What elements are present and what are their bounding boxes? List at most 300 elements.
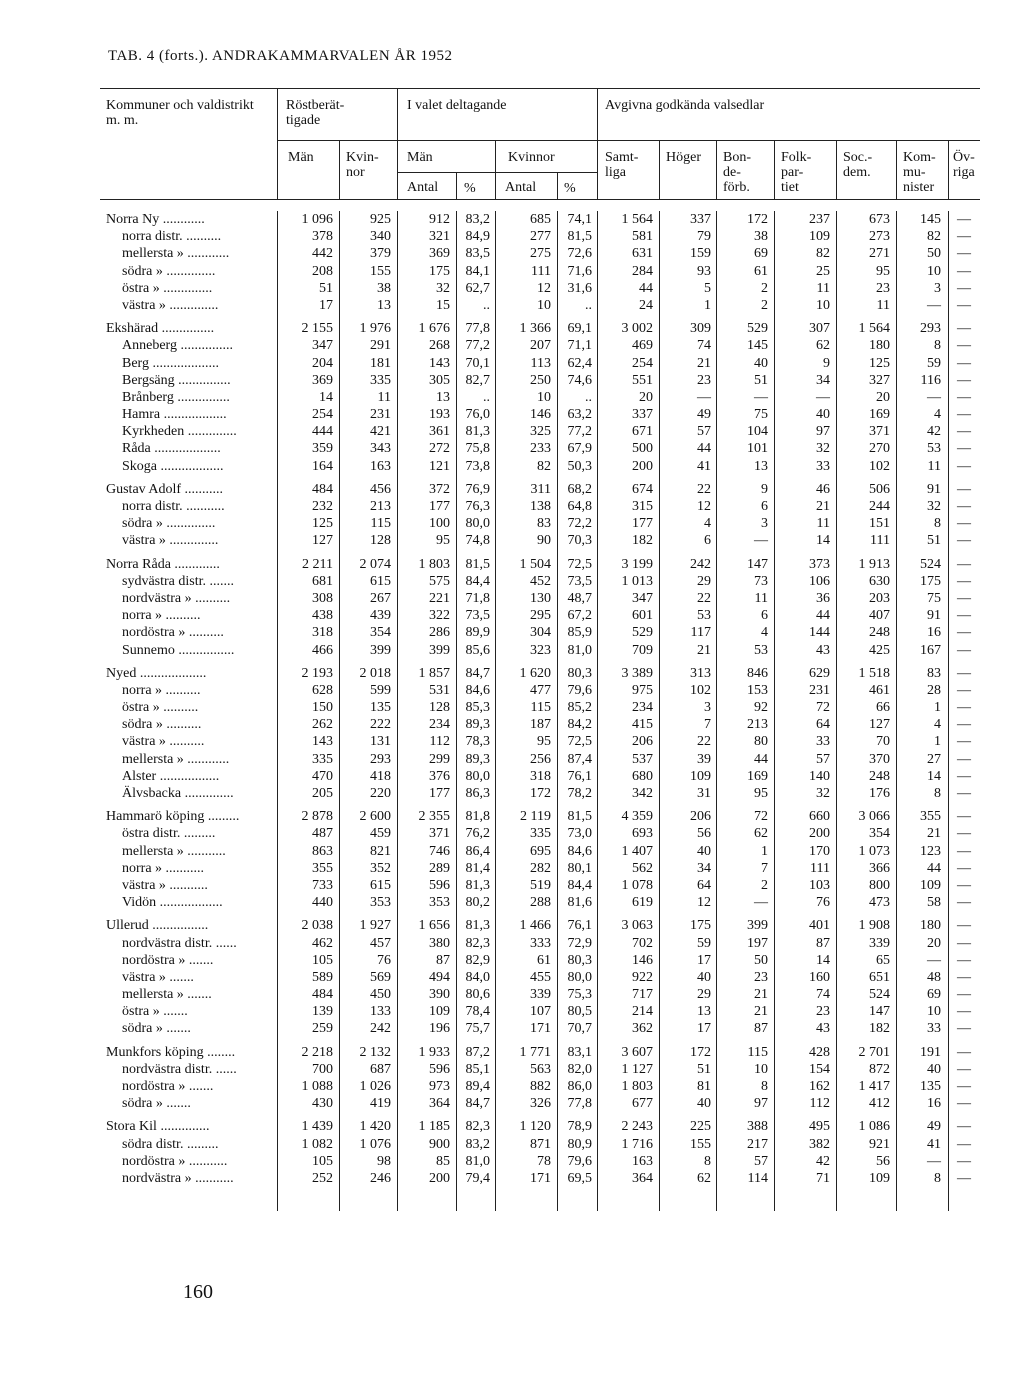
row-name: södra » .............. (122, 516, 216, 532)
table-cell: 175 (429, 263, 450, 279)
table-cell: 8 (761, 1079, 768, 1094)
table-row (0, 607, 1024, 624)
table-cell: 412 (869, 1096, 890, 1112)
table-cell: 376 (429, 768, 450, 784)
table-cell: — (957, 751, 971, 767)
table-cell: 1 026 (359, 1079, 391, 1094)
hdr-vrule-h (774, 140, 775, 199)
table-cell: 922 (632, 969, 653, 985)
table-cell: 23 (816, 1004, 830, 1020)
table-cell: 32 (816, 786, 830, 801)
table-cell: 105 (312, 1153, 333, 1169)
table-cell: 81 (697, 1079, 711, 1094)
table-cell: .. (483, 389, 490, 405)
table-cell: 444 (312, 424, 333, 440)
table-cell: 353 (429, 895, 450, 911)
table-cell: 81,5 (567, 229, 592, 245)
table-cell: 83,2 (465, 212, 490, 227)
table-cell: 246 (370, 1170, 391, 1186)
row-name: mellersta » ....... (122, 987, 212, 1003)
table-cell: 125 (869, 355, 890, 371)
table-cell: 419 (370, 1096, 391, 1112)
hdr-socdem: Soc.-dem. (843, 150, 873, 180)
table-cell: 709 (632, 642, 653, 658)
table-cell: 80,9 (567, 1136, 592, 1152)
table-cell: 1 716 (621, 1136, 653, 1152)
row-name: Hamra .................. (122, 407, 227, 423)
table-cell: 112 (809, 1096, 830, 1112)
table-cell: — (957, 212, 971, 227)
table-cell: 846 (747, 665, 768, 681)
table-cell: 487 (312, 826, 333, 842)
table-cell: 159 (690, 246, 711, 262)
table-cell: 69,1 (567, 321, 592, 337)
hdr-vrule-e (495, 140, 496, 199)
table-cell: 82,3 (465, 1119, 490, 1135)
table-cell: — (957, 481, 971, 497)
table-cell: 64 (697, 877, 711, 893)
table-cell: 355 (312, 860, 333, 876)
table-cell: 11 (876, 297, 890, 313)
table-cell: 153 (747, 682, 768, 698)
table-cell: 524 (869, 987, 890, 1003)
table-cell: 2 878 (301, 809, 333, 825)
table-cell: 117 (690, 625, 711, 641)
table-cell: — (957, 441, 971, 457)
hdr-kommunister: Kom-mu-nister (903, 150, 936, 195)
table-cell: 275 (530, 246, 551, 262)
table-cell: 81,4 (465, 860, 490, 876)
table-cell: 14 (319, 389, 333, 405)
hdr-pct2: % (564, 181, 576, 196)
table-cell: 24 (639, 297, 653, 313)
table-cell: 295 (530, 608, 551, 624)
table-cell: 151 (869, 516, 890, 532)
row-name: södra » ....... (122, 1021, 191, 1037)
table-cell: — (957, 809, 971, 825)
table-cell: 10 (816, 297, 830, 313)
table-cell: 673 (869, 212, 890, 227)
table-row (0, 860, 1024, 877)
table-row (0, 389, 1024, 406)
table-cell: 46 (816, 481, 830, 497)
table-cell: 366 (869, 860, 890, 876)
table-cell: 82 (927, 229, 941, 245)
table-cell: 76,9 (465, 481, 490, 497)
table-cell: 339 (530, 987, 551, 1003)
table-cell: 76 (377, 952, 391, 968)
table-cell: 399 (429, 642, 450, 658)
table-cell: 273 (869, 229, 890, 245)
table-row (0, 699, 1024, 716)
table-cell: 191 (920, 1044, 941, 1060)
table-cell: 3 002 (621, 321, 653, 337)
table-cell: 135 (370, 700, 391, 716)
table-cell: — (957, 389, 971, 405)
table-cell: 79 (697, 229, 711, 245)
table-cell: 630 (869, 573, 890, 589)
table-cell: 72 (754, 809, 768, 825)
table-cell: 687 (370, 1061, 391, 1077)
table-cell: 85,1 (465, 1061, 490, 1077)
table-cell: — (957, 1044, 971, 1060)
table-cell: — (957, 700, 971, 716)
table-cell: 81,5 (567, 809, 592, 825)
table-cell: 200 (429, 1170, 450, 1186)
table-cell: 67,2 (567, 608, 592, 624)
table-row (0, 751, 1024, 768)
table-cell: 359 (312, 441, 333, 457)
table-cell: 284 (632, 263, 653, 279)
table-cell: 93 (697, 263, 711, 279)
table-row (0, 372, 1024, 389)
table-cell: 1 676 (418, 321, 450, 337)
table-cell: 95 (537, 734, 551, 750)
table-cell: 150 (312, 700, 333, 716)
table-cell: 20 (876, 389, 890, 405)
table-cell: — (927, 297, 941, 313)
table-cell: 111 (531, 263, 551, 279)
hdr-hoger: Höger (666, 150, 701, 165)
table-cell: — (927, 952, 941, 968)
table-cell: 207 (530, 338, 551, 354)
table-cell: 76 (816, 895, 830, 911)
table-cell: — (927, 389, 941, 405)
table-cell: .. (483, 297, 490, 313)
table-cell: 145 (747, 338, 768, 354)
table-cell: 109 (809, 229, 830, 245)
table-row (0, 952, 1024, 969)
table-cell: 925 (370, 212, 391, 227)
table-cell: 109 (690, 768, 711, 784)
row-name: västra » ........... (122, 877, 208, 893)
table-cell: 84,6 (567, 843, 592, 859)
table-cell: 286 (429, 625, 450, 641)
table-cell: — (957, 229, 971, 245)
table-cell: 115 (370, 516, 391, 532)
table-cell: 327 (869, 372, 890, 388)
table-cell: 430 (312, 1096, 333, 1112)
hdr-vrule-a (277, 88, 278, 199)
table-cell: 73,8 (465, 458, 490, 474)
table-cell: 2 211 (302, 556, 333, 572)
table-cell: 1 086 (858, 1119, 890, 1135)
table-cell: 1 927 (359, 918, 391, 934)
table-cell: 97 (754, 1096, 768, 1112)
table-cell: 57 (754, 1153, 768, 1169)
table-cell: 4 (704, 516, 711, 532)
table-cell: 147 (747, 556, 768, 572)
table-cell: 2 (761, 297, 768, 313)
table-cell: 72,5 (567, 556, 592, 572)
table-cell: — (957, 372, 971, 388)
table-cell: — (957, 717, 971, 733)
table-cell: 362 (632, 1021, 653, 1037)
table-cell: 59 (697, 935, 711, 951)
table-cell: 563 (530, 1061, 551, 1077)
row-name: Norra Ny ............ (106, 212, 205, 227)
table-cell: 615 (370, 573, 391, 589)
table-cell: 164 (312, 458, 333, 474)
row-name: östra » .............. (122, 280, 213, 296)
table-cell: 1 564 (858, 321, 890, 337)
table-cell: — (957, 734, 971, 750)
table-cell: — (957, 665, 971, 681)
table-cell: 71,1 (567, 338, 592, 354)
table-cell: 401 (809, 918, 830, 934)
table-cell: 62 (816, 338, 830, 354)
table-cell: 3 607 (621, 1044, 653, 1060)
table-cell: 10 (537, 389, 551, 405)
table-cell: 44 (927, 860, 941, 876)
table-cell: 442 (312, 246, 333, 262)
table-cell: 271 (869, 246, 890, 262)
table-cell: — (957, 556, 971, 572)
table-cell: 169 (869, 407, 890, 423)
table-cell: 299 (429, 751, 450, 767)
table-cell: 42 (927, 424, 941, 440)
table-cell: 270 (869, 441, 890, 457)
table-cell: 2 018 (359, 665, 391, 681)
row-name: Råda ................... (122, 441, 221, 457)
table-cell: 81,3 (465, 877, 490, 893)
table-cell: 73,0 (567, 826, 592, 842)
table-cell: 51 (927, 533, 941, 549)
table-cell: 1 (761, 843, 768, 859)
table-cell: 5 (704, 280, 711, 296)
table-cell: 29 (697, 573, 711, 589)
table-cell: 193 (429, 407, 450, 423)
table-cell: 337 (690, 212, 711, 227)
table-cell: 81,6 (567, 895, 592, 911)
table-cell: 469 (632, 338, 653, 354)
table-cell: — (957, 1153, 971, 1169)
table-cell: 11 (377, 389, 391, 405)
table-cell: 84,7 (465, 665, 490, 681)
table-cell: 80,3 (567, 665, 592, 681)
page-number: 160 (183, 1281, 213, 1303)
table-cell: 700 (312, 1061, 333, 1077)
table-cell: 83,1 (567, 1044, 592, 1060)
table-cell: 2 074 (359, 556, 391, 572)
table-cell: 89,3 (465, 717, 490, 733)
table-cell: 56 (876, 1153, 890, 1169)
table-cell: 32 (816, 441, 830, 457)
table-cell: 76,1 (567, 768, 592, 784)
table-cell: 62,4 (567, 355, 592, 371)
table-cell: 421 (370, 424, 391, 440)
table-cell: 14 (927, 768, 941, 784)
table-cell: 78,2 (567, 786, 592, 801)
table-cell: 71,8 (465, 590, 490, 606)
table-cell: — (957, 1021, 971, 1037)
table-cell: 49 (927, 1119, 941, 1135)
table-cell: 50 (927, 246, 941, 262)
row-name: Bergsäng ............... (122, 372, 231, 388)
row-name: mellersta » ............ (122, 246, 230, 262)
table-cell: 17 (697, 1021, 711, 1037)
table-cell: — (957, 642, 971, 658)
table-cell: 248 (869, 768, 890, 784)
table-cell: 231 (809, 682, 830, 698)
table-cell: 354 (869, 826, 890, 842)
table-cell: 452 (530, 573, 551, 589)
table-cell: 82,7 (465, 372, 490, 388)
table-cell: 40 (754, 355, 768, 371)
table-cell: 22 (697, 734, 711, 750)
table-row (0, 808, 1024, 825)
table-row (0, 1136, 1024, 1153)
table-cell: 9 (761, 481, 768, 497)
table-cell: 596 (429, 1061, 450, 1077)
header-top-rule (100, 88, 980, 89)
row-name: Ekshärad ............... (106, 321, 215, 337)
table-cell: 484 (312, 987, 333, 1003)
table-cell: — (957, 969, 971, 985)
table-row (0, 573, 1024, 590)
table-cell: 71,6 (567, 263, 592, 279)
table-cell: 128 (429, 700, 450, 716)
table-cell: 187 (530, 717, 551, 733)
table-cell: 2 038 (301, 918, 333, 934)
table-cell: 1 913 (858, 556, 890, 572)
table-cell: 33 (927, 1021, 941, 1037)
table-cell: 180 (869, 338, 890, 354)
table-cell: 1 082 (301, 1136, 333, 1152)
table-cell: 20 (927, 935, 941, 951)
table-cell: 131 (370, 734, 391, 750)
row-name: Sunnemo ................ (122, 642, 235, 658)
table-cell: 53 (697, 608, 711, 624)
table-cell: 340 (370, 229, 391, 245)
table-cell: 20 (639, 389, 653, 405)
table-cell: 177 (632, 516, 653, 532)
table-cell: 163 (370, 458, 391, 474)
row-name: Anneberg ............... (122, 338, 233, 354)
table-cell: 105 (312, 952, 333, 968)
table-cell: 74,1 (567, 212, 592, 227)
table-cell: 17 (697, 952, 711, 968)
table-cell: 113 (530, 355, 551, 371)
table-cell: 459 (370, 826, 391, 842)
table-cell: 975 (632, 682, 653, 698)
table-cell: 370 (869, 751, 890, 767)
hdr-vrule-j (896, 140, 897, 199)
table-cell: 95 (876, 263, 890, 279)
table-cell: 506 (869, 481, 890, 497)
table-cell: 1 (934, 700, 941, 716)
table-cell: 177 (429, 786, 450, 801)
table-row (0, 1061, 1024, 1078)
table-cell: 62 (754, 826, 768, 842)
table-cell: 170 (809, 843, 830, 859)
table-cell: 4 359 (621, 809, 653, 825)
table-row (0, 1044, 1024, 1061)
table-cell: 160 (809, 969, 830, 985)
table-cell: 259 (312, 1021, 333, 1037)
table-cell: 80,2 (465, 895, 490, 911)
table-cell: 58 (927, 895, 941, 911)
table-cell: 85,2 (567, 700, 592, 716)
table-cell: — (754, 895, 768, 911)
table-cell: 863 (312, 843, 333, 859)
table-cell: 146 (530, 407, 551, 423)
table-cell: 1 466 (519, 918, 551, 934)
table-row (0, 624, 1024, 641)
table-row (0, 532, 1024, 549)
table-row (0, 1170, 1024, 1187)
table-cell: 361 (429, 424, 450, 440)
table-cell: 80,5 (567, 1004, 592, 1020)
row-name: östra » .......... (122, 700, 199, 716)
table-cell: — (957, 935, 971, 951)
table-cell: 100 (429, 516, 450, 532)
table-row (0, 245, 1024, 262)
table-cell: 524 (920, 556, 941, 572)
table-cell: 13 (697, 1004, 711, 1020)
table-cell: 208 (312, 263, 333, 279)
table-cell: 677 (632, 1096, 653, 1112)
table-cell: 31 (697, 786, 711, 801)
table-row (0, 297, 1024, 314)
table-cell: 83,5 (465, 246, 490, 262)
table-cell: 21 (754, 1004, 768, 1020)
table-row (0, 843, 1024, 860)
table-cell: 206 (632, 734, 653, 750)
table-cell: — (957, 280, 971, 296)
table-row (0, 337, 1024, 354)
hdr-folkpartiet: Folk-par-tiet (781, 150, 812, 195)
table-cell: — (957, 573, 971, 589)
table-cell: 1 857 (418, 665, 450, 681)
row-name: Hammarö köping ......... (106, 809, 240, 825)
table-cell: 1 420 (359, 1119, 391, 1135)
table-cell: 461 (869, 682, 890, 698)
table-cell: 89,4 (465, 1079, 490, 1094)
table-cell: 34 (816, 372, 830, 388)
table-cell: 76,0 (465, 407, 490, 423)
table-cell: 8 (934, 786, 941, 801)
table-cell: 75 (754, 407, 768, 423)
table-cell: 250 (530, 372, 551, 388)
header-mid-rule (277, 140, 980, 141)
table-cell: 51 (697, 1061, 711, 1077)
table-cell: — (957, 533, 971, 549)
table-cell: 2 600 (359, 809, 391, 825)
table-cell: 681 (312, 573, 333, 589)
table-cell: 1 076 (359, 1136, 391, 1152)
table-cell: 477 (530, 682, 551, 698)
table-cell: 537 (632, 751, 653, 767)
table-cell: 114 (747, 1170, 768, 1186)
table-cell: 252 (312, 1170, 333, 1186)
table-cell: 171 (530, 1170, 551, 1186)
table-cell: 717 (632, 987, 653, 1003)
table-row (0, 1095, 1024, 1112)
table-row (0, 458, 1024, 475)
table-cell: 282 (530, 860, 551, 876)
table-cell: 289 (429, 860, 450, 876)
table-cell: 2 (761, 280, 768, 296)
table-cell: 821 (370, 843, 391, 859)
table-cell: — (754, 389, 768, 405)
hdr-vrule-m (557, 172, 558, 199)
table-cell: 353 (370, 895, 391, 911)
table-cell: 2 119 (520, 809, 551, 825)
table-row (0, 877, 1024, 894)
table-cell: 529 (632, 625, 653, 641)
table-cell: 155 (370, 263, 391, 279)
